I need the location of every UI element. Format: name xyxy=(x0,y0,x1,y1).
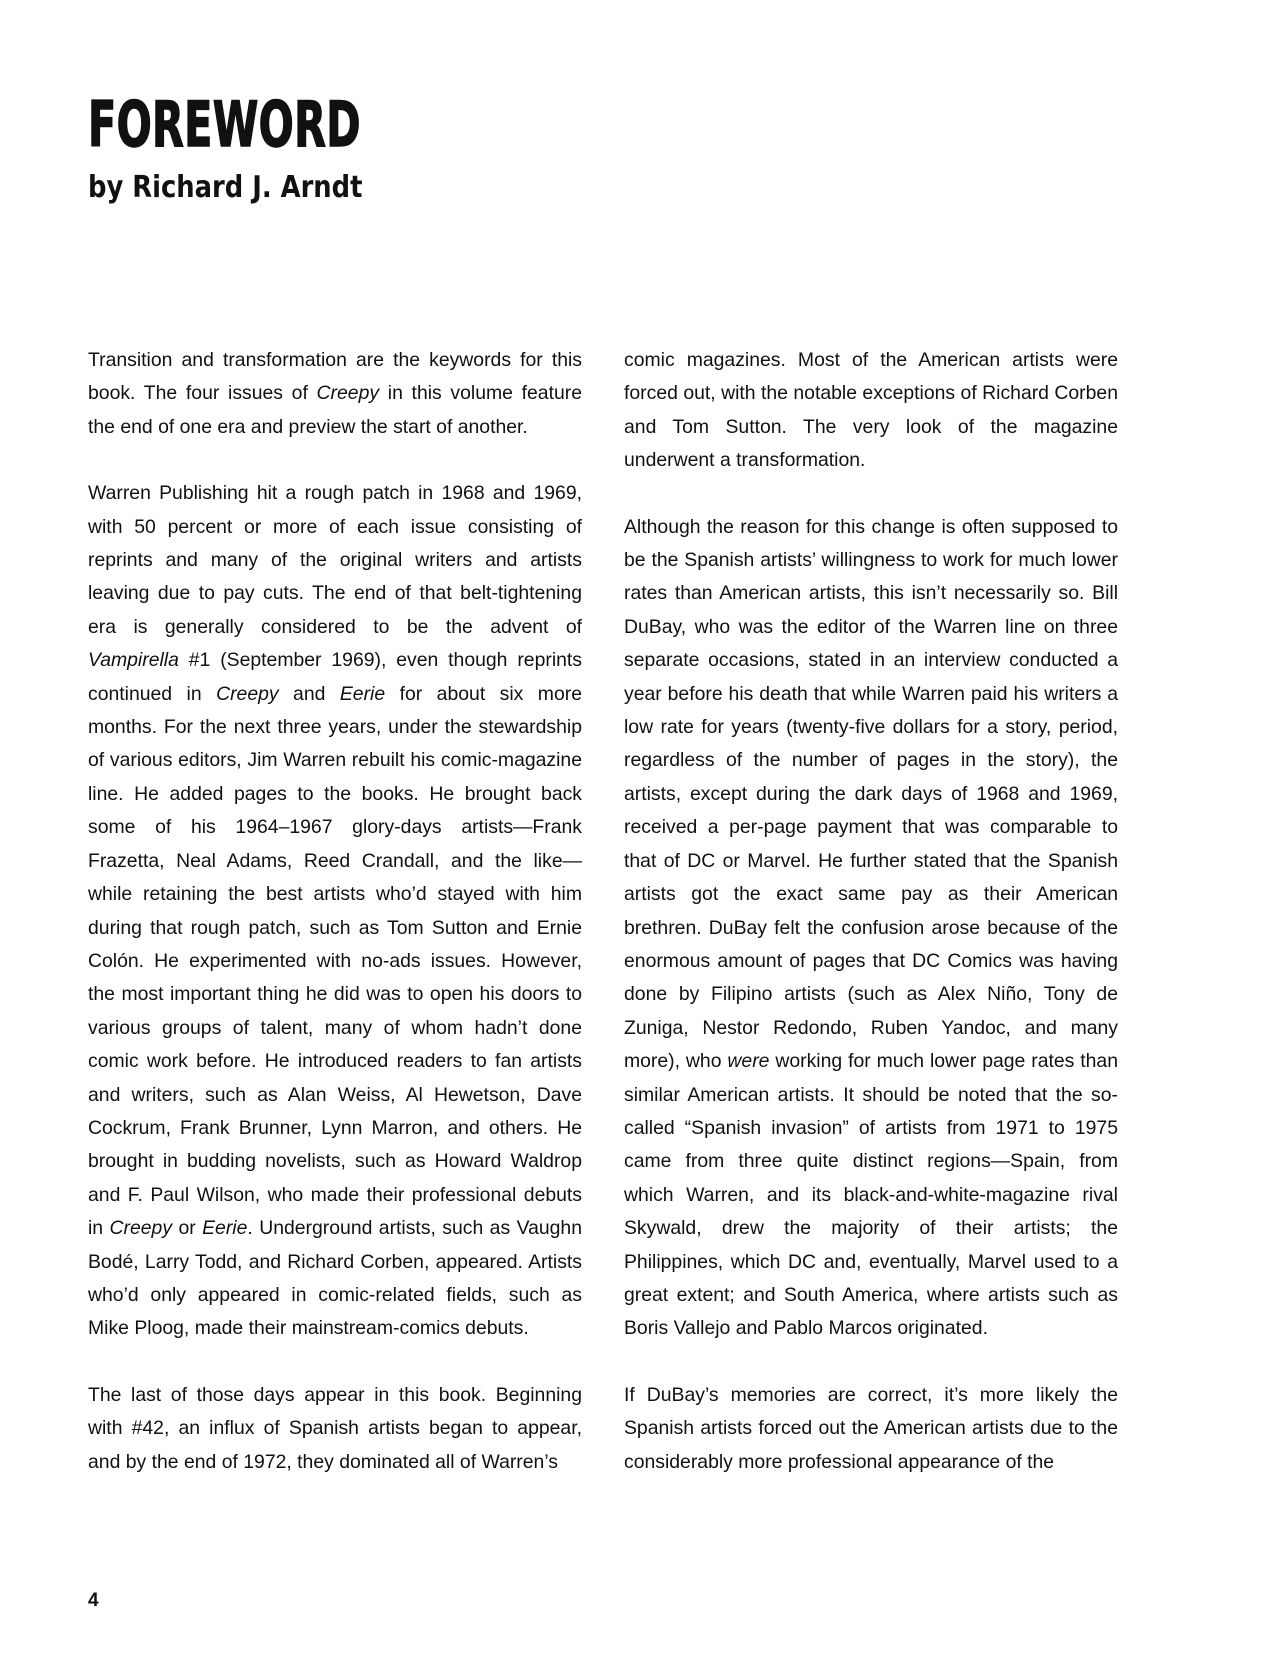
page-number: 4 xyxy=(88,1590,99,1611)
paragraph: Warren Publishing hit a rough patch in 1968 and 1969, with 50 percent or more of each issue consisting of reprints and many of the original writers and artists leaving due to pay cuts. The end of that belt-tightening era is generally considered to be the advent of Vampirella #1 (September 1969), even though reprints continued in Creepy and Eerie for about six more months. For the next three years, under the stewardship of various editors, Jim Warren rebuilt his comic-magazine line. He added pages to the books. He brought back some of his 1964–1967 glory-days artists—Frank Frazetta, Neal Adams, Reed Crandall, and the like—while retaining the best artists who’d stayed with him during that rough patch, such as Tom Sutton and Ernie Colón. He experimented with no-ads issues. However, the most important thing he did was to open his doors to various groups of talent, many of whom hadn’t done comic work before. He introduced readers to fan artists and writers, such as Alan Weiss, Al Hewetson, Dave Cockrum, Frank Brunner, Lynn Marron, and others. He brought in budding novelists, such as Howard Waldrop and F. Paul Wilson, who made their professional debuts in Creepy or Eerie. Underground artists, such as Vaughn Bodé, Larry Todd, and Richard Corben, appeared. Artists who’d only appeared in comic-related fields, such as Mike Ploog, made their mainstream-comics debuts. xyxy=(88,482,582,1340)
column-right xyxy=(624,344,1118,1479)
body-columns xyxy=(88,344,1118,1479)
paragraph: comic magazines. Most of the American artists were forced out, with the notable exceptions of Richard Corben and Tom Sutton. The very look of the magazine underwent a transformation. xyxy=(624,349,1118,472)
paragraph: The last of those days appear in this book. Beginning with #42, an influx of Spanish artists began to appear, and by the end of 1972, they dominated all of Warren’s xyxy=(88,1383,582,1473)
page-title: FOREWORD xyxy=(88,88,361,161)
column-left xyxy=(88,344,582,1479)
author-byline: by Richard J. Arndt xyxy=(88,170,363,206)
paragraph: Transition and transformation are the keywords for this book. The four issues of Creepy in this volume feature the end of one era and preview the start of another. xyxy=(88,349,582,438)
paragraph: Although the reason for this change is often supposed to be the Spanish artists’ willingness to work for much lower rates than American artists, this isn’t necessarily so. Bill DuBay, who was the editor of the Warren line on three separate occasions, stated in an interview conducted a year before his death that while Warren paid his writers a low rate for years (twenty-five dollars for a story, period, regardless of the number of pages in the story), the artists, except during the dark days of 1968 and 1969, received a per-page payment that was comparable to that of DC or Marvel. He further stated that the Spanish artists got the exact same pay as their American brethren. DuBay felt the confusion arose because of the enormous amount of pages that DC Comics was having done by Filipino artists (such as Alex Niño, Tony de Zuniga, Nestor Redondo, Ruben Yandoc, and many more), who were working for much lower page rates than similar American artists. It should be noted that the so-called “Spanish invasion” of artists from 1971 to 1975 came from three quite distinct regions—Spain, from which Warren, and its black-and-white-magazine rival Skywald, drew the majority of their artists; the Philippines, which DC and, eventually, Marvel used to a great extent; and South America, where artists such as Boris Vallejo and Pablo Marcos originated. xyxy=(624,515,1118,1340)
paragraph: If DuBay’s memories are correct, it’s more likely the Spanish artists forced out the American artists due to the considerably more professional appearance of the xyxy=(624,1383,1118,1473)
masthead xyxy=(88,88,988,206)
